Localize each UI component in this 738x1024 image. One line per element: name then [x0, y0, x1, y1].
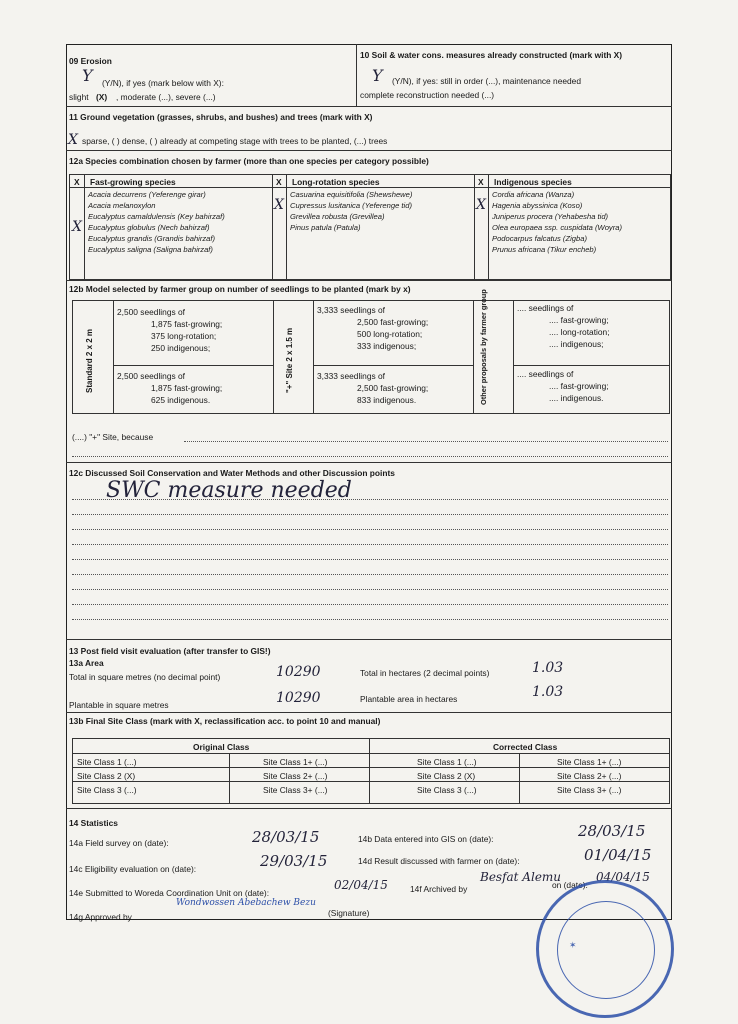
swc-line2: complete reconstruction needed (...) [360, 90, 495, 100]
a2: 1,875 fast-growing; [151, 319, 223, 329]
indig-5: Prunus africana (Tikur encheb) [492, 245, 597, 254]
b2: 1,875 fast-growing; [151, 383, 223, 393]
erosion-slight-label: slight [69, 92, 89, 102]
stats-title: 14 Statistics [69, 818, 118, 828]
long-0: Casuarina equisitifolia (Shewshewe) [290, 190, 413, 199]
fast-3: Eucalyptus globulus (Nech bahirzaf) [88, 223, 210, 232]
b1: 2,500 seedlings of [117, 371, 185, 381]
stat-d-value: 01/04/15 [584, 846, 652, 864]
ground-text: sparse, ( ) dense, ( ) already at competing stage with trees to be planted, (...) trees [82, 136, 388, 146]
indig-3: Olea europaea ssp. cuspidata (Woyra) [492, 223, 623, 232]
long-1: Cupressus lusitanica (Yeferenge tid) [290, 201, 412, 210]
stat-g-signature: (Signature) [328, 908, 370, 918]
discussion-title: 12c Discussed Soil Conservation and Water Methods and other Discussion points [69, 468, 395, 478]
c1-2: Site Class 3 (...) [417, 785, 477, 795]
corrected-class-label: Corrected Class [493, 742, 558, 752]
indig-2: Juniperus procera (Yehabesha tid) [492, 212, 609, 221]
indig-1: Hagenia abyssinica (Koso) [492, 201, 583, 210]
stat-f-name: Besfat Alemu [480, 870, 562, 884]
plus-site-because: (....) "+" Site, because [72, 432, 154, 442]
fast-5: Eucalyptus saligna (Saligna bahirzaf) [88, 245, 213, 254]
species-x-long: X [276, 177, 282, 187]
d2: 2,500 fast-growing; [357, 383, 429, 393]
col-long: Long-rotation species [292, 177, 380, 187]
e4: .... indigenous; [549, 339, 604, 349]
e3: .... long-rotation; [549, 327, 610, 337]
post-title: 13 Post field visit evaluation (after transfer to GIS!) [69, 646, 271, 656]
d3: 833 indigenous. [357, 395, 417, 405]
model-title: 12b Model selected by farmer group on number of seedlings to be planted (mark by x) [69, 284, 411, 294]
species-x-fast: X [74, 177, 80, 187]
long-2: Grevillea robusta (Grevillea) [290, 212, 385, 221]
swc-title: 10 Soil & water cons. measures already constructed (mark with X) [360, 50, 623, 60]
stat-b-value: 28/03/15 [578, 822, 646, 840]
stat-g-name: Wondwossen Abebachew Bezu [176, 898, 316, 908]
stat-f-value: 04/04/15 [596, 870, 650, 884]
fast-1: Acacia melanoxylon [88, 201, 156, 210]
total-ha-label: Total in hectares (2 decimal points) [360, 668, 490, 678]
erosion-title: 09 Erosion [69, 56, 112, 66]
c2-1: Site Class 2+ (...) [557, 771, 622, 781]
stat-e-value: 02/04/15 [334, 878, 388, 892]
c2-2: Site Class 3+ (...) [557, 785, 622, 795]
erosion-moderate-severe: , moderate (...), severe (...) [116, 92, 216, 102]
ground-title: 11 Ground vegetation (grasses, shrubs, and bushes) and trees (mark with X) [69, 112, 373, 122]
species-table [69, 174, 671, 280]
plant-sqm-value: 10290 [276, 690, 321, 706]
model-standard: Standard 2 x 2 m [85, 328, 94, 393]
swc-line1: (Y/N), if yes: still in order (...), maintenance needed [392, 76, 581, 86]
plant-sqm-label: Plantable in square metres [69, 700, 169, 710]
indig-0: Cordia africana (Wanza) [492, 190, 575, 199]
indig-4: Podocarpus falcatus (Zigba) [492, 234, 587, 243]
fast-0: Acacia decurrens (Yeferenge girar) [88, 190, 206, 199]
ground-mark: X [68, 132, 78, 148]
o2-0: Site Class 1+ (...) [263, 757, 328, 767]
area-title: 13a Area [69, 658, 104, 668]
species-x-indig: X [478, 177, 484, 187]
o2-1: Site Class 2+ (...) [263, 771, 328, 781]
fast-4: Eucalyptus grandis (Grandis bahirzaf) [88, 234, 216, 243]
mark-indig: X [476, 197, 486, 213]
model-table [72, 289, 670, 414]
siteclass-title: 13b Final Site Class (mark with X, reclassification acc. to point 10 and manual) [69, 716, 381, 726]
erosion-line1: (Y/N), if yes (mark below with X): [102, 78, 224, 88]
c1-1: Site Class 2 (X) [417, 771, 476, 781]
stat-a-value: 28/03/15 [252, 828, 320, 846]
c2: 2,500 fast-growing; [357, 317, 429, 327]
f3: .... indigenous. [549, 393, 604, 403]
o1-1: Site Class 2 (X) [77, 771, 136, 781]
stat-g-label: 14g Approved by [69, 912, 132, 922]
model-plus: "+" Site 2 x 1.5 m [285, 327, 294, 393]
o2-2: Site Class 3+ (...) [263, 785, 328, 795]
stat-d-label: 14d Result discussed with farmer on (date): [358, 856, 520, 866]
plant-ha-value: 1.03 [532, 684, 564, 700]
col-indig: Indigenous species [494, 177, 572, 187]
o1-2: Site Class 3 (...) [77, 785, 137, 795]
c3: 500 long-rotation; [357, 329, 423, 339]
col-fast: Fast-growing species [90, 177, 176, 187]
f2: .... fast-growing; [549, 381, 609, 391]
erosion-answer: Y [82, 66, 93, 85]
mark-fast: X [72, 219, 82, 235]
c1: 3,333 seedlings of [317, 305, 385, 315]
fast-2: Eucalyptus camaldulensis (Key bahirzaf) [88, 212, 225, 221]
total-sqm-value: 10290 [276, 664, 321, 680]
official-stamp: ✶ [536, 880, 674, 1018]
stat-a-label: 14a Field survey on (date): [69, 838, 169, 848]
siteclass-table [72, 738, 670, 804]
stat-f-on: on (date): [552, 880, 588, 890]
a4: 250 indigenous; [151, 343, 211, 353]
model-other: Other proposals by farmer group [479, 289, 488, 405]
plant-ha-label: Plantable area in hectares [360, 694, 458, 704]
form-page [66, 44, 672, 920]
b3: 625 indigenous. [151, 395, 211, 405]
swc-answer: Y [372, 66, 383, 85]
total-sqm-label: Total in square metres (no decimal point) [69, 672, 221, 682]
stat-b-label: 14b Data entered into GIS on (date): [358, 834, 494, 844]
total-ha-value: 1.03 [532, 660, 564, 676]
original-class-label: Original Class [193, 742, 250, 752]
d1: 3,333 seedlings of [317, 371, 385, 381]
stat-e-label: 14e Submitted to Woreda Coordination Unit on (date): [69, 888, 270, 898]
c1-0: Site Class 1 (...) [417, 757, 477, 767]
e1: .... seedlings of [517, 303, 574, 313]
discussion-handwriting: SWC measure needed [106, 478, 352, 503]
stat-c-label: 14c Eligibility evaluation on (date): [69, 864, 197, 874]
species-title: 12a Species combination chosen by farmer (more than one species per category possible) [69, 156, 429, 166]
c2-0: Site Class 1+ (...) [557, 757, 622, 767]
stat-c-value: 29/03/15 [260, 852, 328, 870]
stat-f-label: 14f Archived by [410, 884, 468, 894]
erosion-slight-mark: (X) [96, 92, 108, 102]
a3: 375 long-rotation; [151, 331, 217, 341]
o1-0: Site Class 1 (...) [77, 757, 137, 767]
e2: .... fast-growing; [549, 315, 609, 325]
a1: 2,500 seedlings of [117, 307, 185, 317]
f1: .... seedlings of [517, 369, 574, 379]
mark-long: X [274, 197, 284, 213]
long-3: Pinus patula (Patula) [290, 223, 361, 232]
c4: 333 indigenous; [357, 341, 417, 351]
